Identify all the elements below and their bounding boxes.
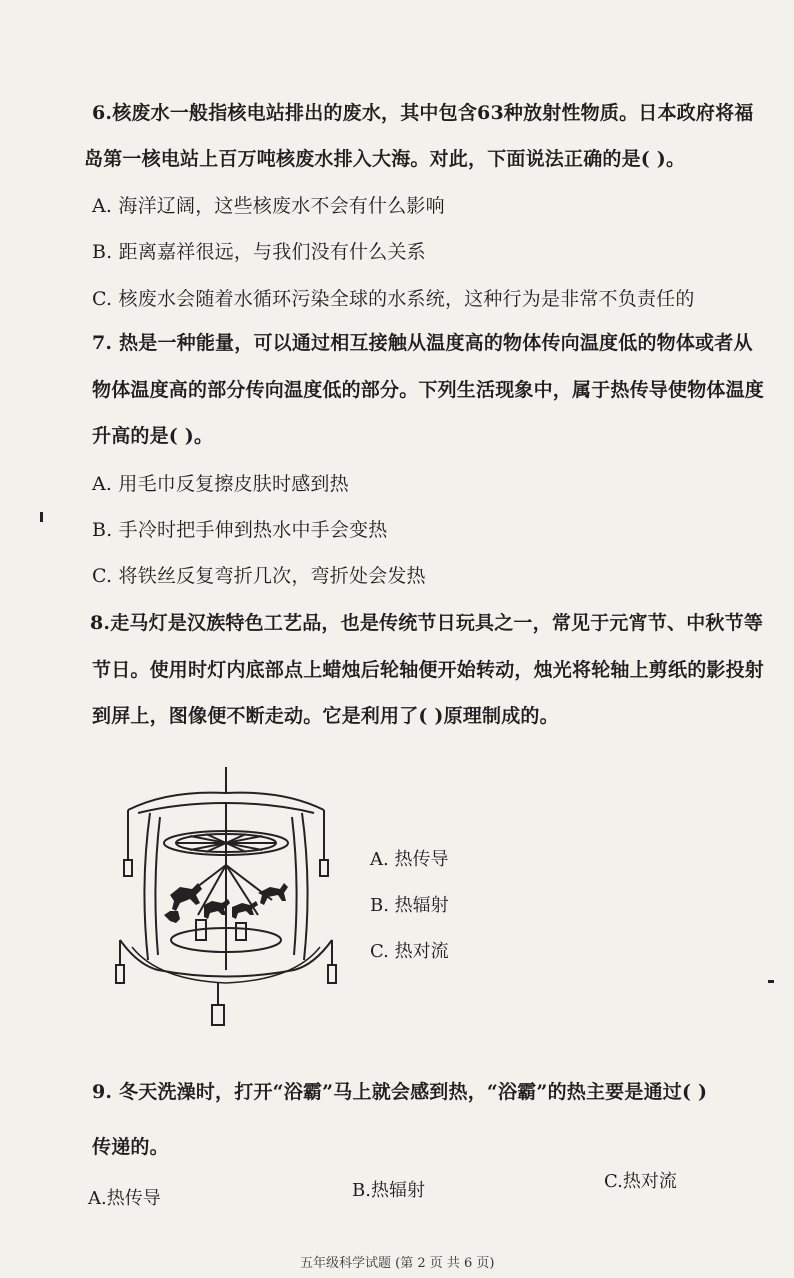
- print-speck: [40, 512, 43, 522]
- q6-stem-line1: 6.核废水一般指核电站排出的废水，其中包含63种放射性物质。日本政府将福: [92, 102, 754, 124]
- q9-stem-line1: 9. 冬天洗澡时，打开“浴霸”马上就会感到热，“浴霸”的热主要是通过( ): [92, 1081, 708, 1103]
- q6-option-c: C. 核废水会随着水循环污染全球的水系统，这种行为是非常不负责任的: [92, 288, 695, 310]
- q8-stem-line1: 8.走马灯是汉族特色工艺品，也是传统节日玩具之一，常见于元宵节、中秋节等: [90, 612, 764, 634]
- q7-stem-line3: 升高的是( )。: [92, 425, 214, 447]
- print-speck: [768, 980, 774, 983]
- q8-stem-line2: 节日。使用时灯内底部点上蜡烛后轮轴便开始转动，烛光将轮轴上剪纸的影投射: [92, 659, 765, 681]
- q6-option-b: B. 距离嘉祥很远，与我们没有什么关系: [92, 241, 426, 263]
- q9-option-c: C.热对流: [604, 1171, 677, 1192]
- q7-option-b: B. 手冷时把手伸到热水中手会变热: [92, 519, 388, 541]
- q8-option-a: A. 热传导: [370, 849, 449, 870]
- q9-stem-line2: 传递的。: [92, 1136, 169, 1158]
- q7-stem-line1: 7. 热是一种能量，可以通过相互接触从温度高的物体传向温度低的物体或者从: [92, 332, 753, 354]
- q7-stem-line2: 物体温度高的部分传向温度低的部分。下列生活现象中，属于热传导使物体温度: [92, 379, 765, 401]
- q6-stem-line2: 岛第一核电站上百万吨核废水排入大海。对此，下面说法正确的是( )。: [84, 148, 686, 170]
- q8-option-c: C. 热对流: [370, 941, 449, 962]
- revolving-lantern-illustration: [108, 765, 343, 1030]
- q9-option-b: B.热辐射: [352, 1180, 425, 1201]
- q7-option-c: C. 将铁丝反复弯折几次，弯折处会发热: [92, 565, 426, 587]
- q8-option-b: B. 热辐射: [370, 895, 449, 916]
- q8-stem-line3: 到屏上，图像便不断走动。它是利用了( )原理制成的。: [92, 705, 559, 727]
- q7-option-a: A. 用毛巾反复擦皮肤时感到热: [92, 473, 349, 495]
- q6-option-a: A. 海洋辽阔，这些核废水不会有什么影响: [92, 195, 445, 217]
- q9-option-a: A.热传导: [88, 1188, 161, 1209]
- page-footer: 五年级科学试题 (第 2 页 共 6 页): [300, 1256, 495, 1271]
